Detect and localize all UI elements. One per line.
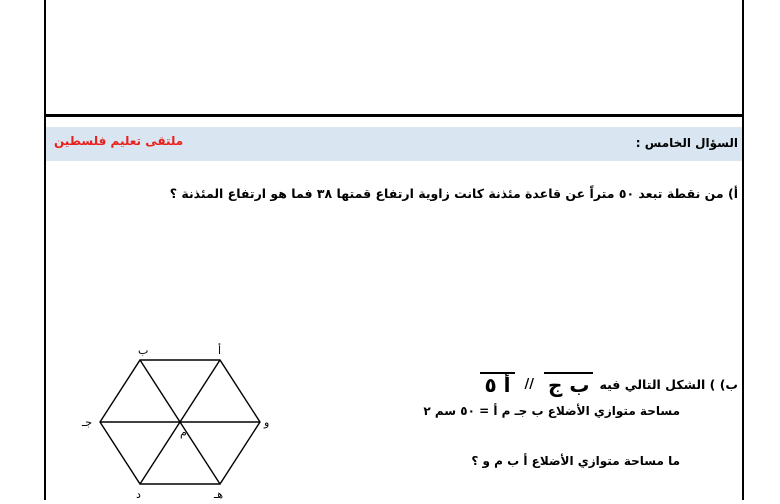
- vertex-label-m: م: [180, 426, 187, 439]
- segment-bj: ب ج: [544, 372, 593, 396]
- vertex-label-j: جـ: [82, 416, 93, 429]
- question-b-line2: مساحة متوازي الأضلاع ب جـ م أ = ٥٠ سم ٢: [423, 404, 680, 418]
- question-b-prefix: ب) ) الشكل التالي فيه: [599, 376, 738, 392]
- page-border-left: [44, 0, 46, 500]
- vertex-label-h: هـ: [214, 488, 224, 500]
- question-a: أ) من نقطة تبعد ٥٠ متراً عن قاعدة مئذنة كانت زاوية ارتفاع قمتها ٣٨ فما هو ارتفاع المئذنة ؟: [169, 186, 738, 201]
- hexagon-svg: [80, 338, 290, 500]
- vertex-label-a: أ: [218, 344, 222, 357]
- parallel-symbol: //: [524, 376, 534, 392]
- page-border-right: [742, 0, 744, 500]
- question-b-line1: [480, 372, 738, 396]
- vertex-label-b: ب: [138, 344, 149, 357]
- vertex-label-w: و: [264, 416, 270, 429]
- hexagon-figure: [80, 338, 290, 500]
- section-title: السؤال الخامس :: [635, 136, 738, 150]
- vertex-label-d: د: [136, 488, 141, 500]
- segment-a5: أ ٥: [480, 372, 514, 396]
- horizontal-rule: [44, 114, 744, 117]
- question-b-line3: ما مساحة متوازي الأضلاع أ ب م و ؟: [471, 454, 680, 468]
- watermark-text: ملتقى تعليم فلسطين: [54, 134, 184, 148]
